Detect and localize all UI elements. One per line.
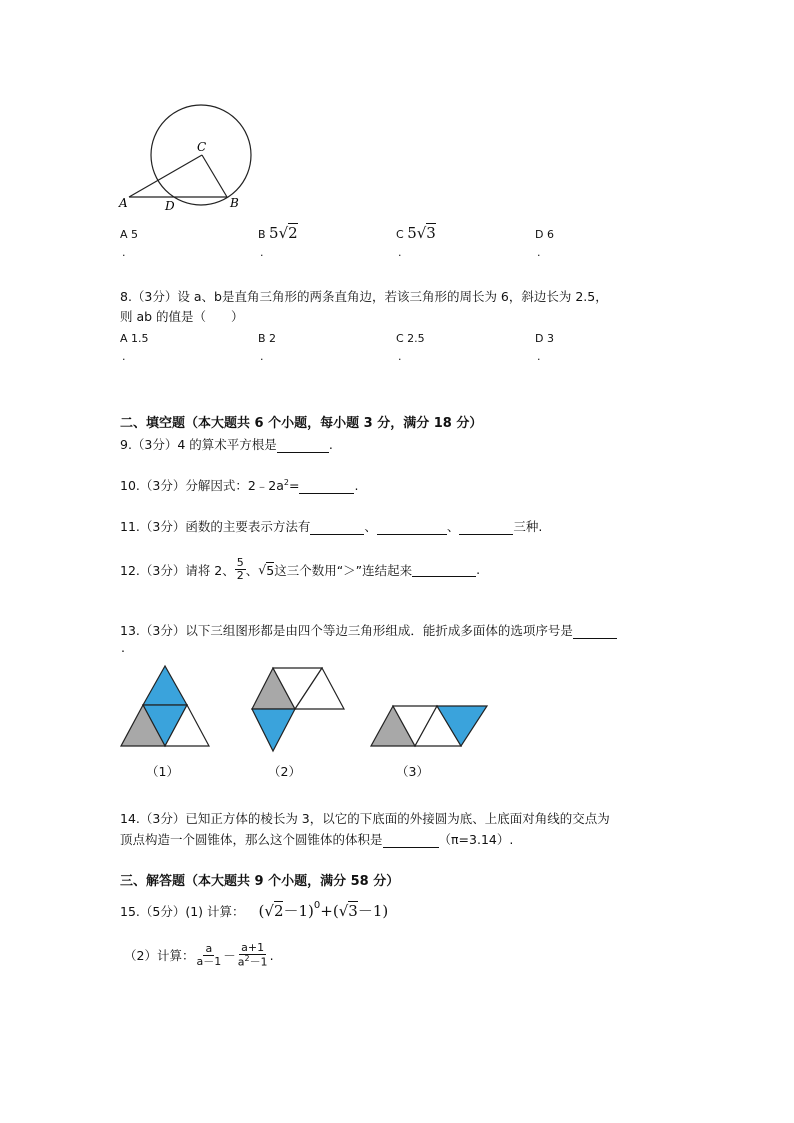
option-dot: . xyxy=(537,350,541,363)
q7-option-c[interactable] xyxy=(396,224,436,242)
q11-sep: 、 xyxy=(364,519,377,534)
net-label-2: （2） xyxy=(268,764,301,779)
q14-text: 顶点构造一个圆锥体，那么这个圆锥体的体积是 xyxy=(120,832,383,847)
den-base: a xyxy=(237,955,245,969)
q13-net-figures xyxy=(115,660,495,755)
option-letter: C xyxy=(396,228,404,241)
option-coef: 5 xyxy=(269,224,279,242)
option-value: 5 xyxy=(131,228,139,241)
net1-top-triangle xyxy=(143,666,187,705)
q12-text: 12.（3分）请将 2、 xyxy=(120,562,235,578)
segment-CB xyxy=(202,155,227,197)
q9-text: 9.（3分）4 的算术平方根是 xyxy=(120,437,277,452)
option-dot: . xyxy=(122,246,126,259)
answer-blank[interactable] xyxy=(573,625,617,639)
label-A: A xyxy=(119,196,128,210)
q12 xyxy=(120,557,480,582)
q14-line2 xyxy=(120,830,513,848)
q13 xyxy=(120,621,617,639)
answer-blank[interactable] xyxy=(377,521,447,535)
answer-blank[interactable] xyxy=(412,563,476,577)
q9 xyxy=(120,435,333,453)
option-radicand: 3 xyxy=(426,224,436,242)
q7-option-d[interactable] xyxy=(535,228,554,241)
q15-label: 15.（5分）(1) 计算： xyxy=(120,903,245,919)
answer-blank[interactable] xyxy=(459,521,513,535)
minus-sign: － xyxy=(223,948,236,964)
option-letter: A xyxy=(120,228,128,241)
radicand: 5 xyxy=(266,562,275,578)
q7-option-b[interactable] xyxy=(258,224,298,242)
numerator: a xyxy=(205,941,213,955)
q7-option-a[interactable] xyxy=(120,228,138,241)
expr-rest: －1) xyxy=(283,902,314,920)
expr-rest: －1) xyxy=(357,902,389,920)
option-radicand: 2 xyxy=(288,224,298,242)
q11-sep: 、 xyxy=(446,519,460,534)
section-2-heading: 二、填空题（本大题共 6 个小题，每小题 3 分，满分 18 分） xyxy=(120,416,483,431)
q13-end: . xyxy=(121,640,125,655)
q10-end: . xyxy=(354,478,359,493)
q13-text: 13.（3分）以下三组图形都是由四个等边三角形组成．能折成多面体的选项序号是 xyxy=(120,623,573,638)
q10-exponent: 2 xyxy=(283,477,289,487)
option-coef: 5 xyxy=(407,224,417,242)
q15-label: （2）计算： xyxy=(124,948,195,964)
q10 xyxy=(120,476,358,494)
q15-end: . xyxy=(269,947,274,963)
q8-option-a[interactable]: A 1.5 xyxy=(120,332,149,345)
option-dot: . xyxy=(537,246,541,259)
q11 xyxy=(120,517,542,535)
radicand: 2 xyxy=(273,902,284,920)
net-label-3: （3） xyxy=(396,764,429,779)
q12-end: . xyxy=(476,562,481,578)
q15-part1 xyxy=(120,900,388,921)
denominator xyxy=(236,955,270,969)
q11-end: 三种. xyxy=(513,519,543,534)
answer-blank[interactable] xyxy=(310,521,364,535)
q11-text: 11.（3分）函数的主要表示方法有 xyxy=(120,519,311,534)
numerator: 5 xyxy=(236,556,244,569)
fraction-a-plus-1-over-a2-minus-1 xyxy=(236,942,270,969)
plus-sign: + xyxy=(320,901,333,920)
q12-sep: 、 xyxy=(245,562,259,578)
den-exponent: 2 xyxy=(244,954,250,964)
option-value: 6 xyxy=(546,228,554,241)
denominator: 2 xyxy=(236,569,244,583)
denominator: a－1 xyxy=(196,954,222,968)
sqrt-symbol: √ xyxy=(416,224,427,242)
q14-text-post: （π=3.14）. xyxy=(438,832,514,847)
label-D: D xyxy=(165,199,175,212)
q8-stem-line1: 8.（3分）设 a、b是直角三角形的两条直角边，若该三角形的周长为 6，斜边长为 2.5， xyxy=(120,289,608,304)
paren: ( xyxy=(258,901,265,920)
q8-option-c[interactable]: C 2.5 xyxy=(396,332,425,345)
section-3-heading: 三、解答题（本大题共 9 个小题，满分 58 分） xyxy=(120,874,400,889)
fraction-a-over-a-minus-1 xyxy=(194,943,223,968)
sqrt-symbol: √ xyxy=(278,224,289,242)
sqrt-symbol: √ xyxy=(258,562,267,578)
label-B: B xyxy=(230,196,239,210)
q10-text: 10.（3分）分解因式：2﹣2a xyxy=(120,478,284,493)
fraction-five-halves xyxy=(235,557,246,582)
q14-line1: 14.（3分）已知正方体的棱长为 3，以它的下底面的外接圆为底、上底面对角线的交点为 xyxy=(120,811,610,826)
exponent: 0 xyxy=(313,900,321,911)
option-dot: . xyxy=(260,246,264,259)
q9-end: . xyxy=(328,437,333,452)
sqrt-symbol: √ xyxy=(264,901,274,920)
q8-option-b[interactable]: B 2 xyxy=(258,332,277,345)
paren: ( xyxy=(332,901,339,920)
option-dot: . xyxy=(122,350,126,363)
option-letter: B xyxy=(258,228,266,241)
label-C: C xyxy=(197,140,207,154)
net-label-1: （1） xyxy=(146,764,179,779)
answer-blank[interactable] xyxy=(277,439,329,453)
q8-option-d[interactable]: D 3 xyxy=(535,332,554,345)
option-dot: . xyxy=(398,246,402,259)
option-dot: . xyxy=(398,350,402,363)
q15-part2 xyxy=(124,942,274,969)
q7-geometry-figure xyxy=(115,100,265,212)
numerator: a+1 xyxy=(241,941,265,954)
q8-stem-line2: 则 ab 的值是（ ） xyxy=(120,309,244,324)
answer-blank[interactable] xyxy=(299,480,354,494)
option-letter: D xyxy=(535,228,544,241)
option-dot: . xyxy=(260,350,264,363)
den-rest: －1 xyxy=(249,955,268,969)
sqrt-symbol: √ xyxy=(338,901,349,920)
q10-equals: = xyxy=(289,478,300,493)
radicand: 3 xyxy=(348,902,358,920)
net2-blue-triangle xyxy=(252,709,295,751)
answer-blank[interactable] xyxy=(383,834,439,848)
q12-text-post: 这三个数用“＞”连结起来 xyxy=(274,562,413,578)
